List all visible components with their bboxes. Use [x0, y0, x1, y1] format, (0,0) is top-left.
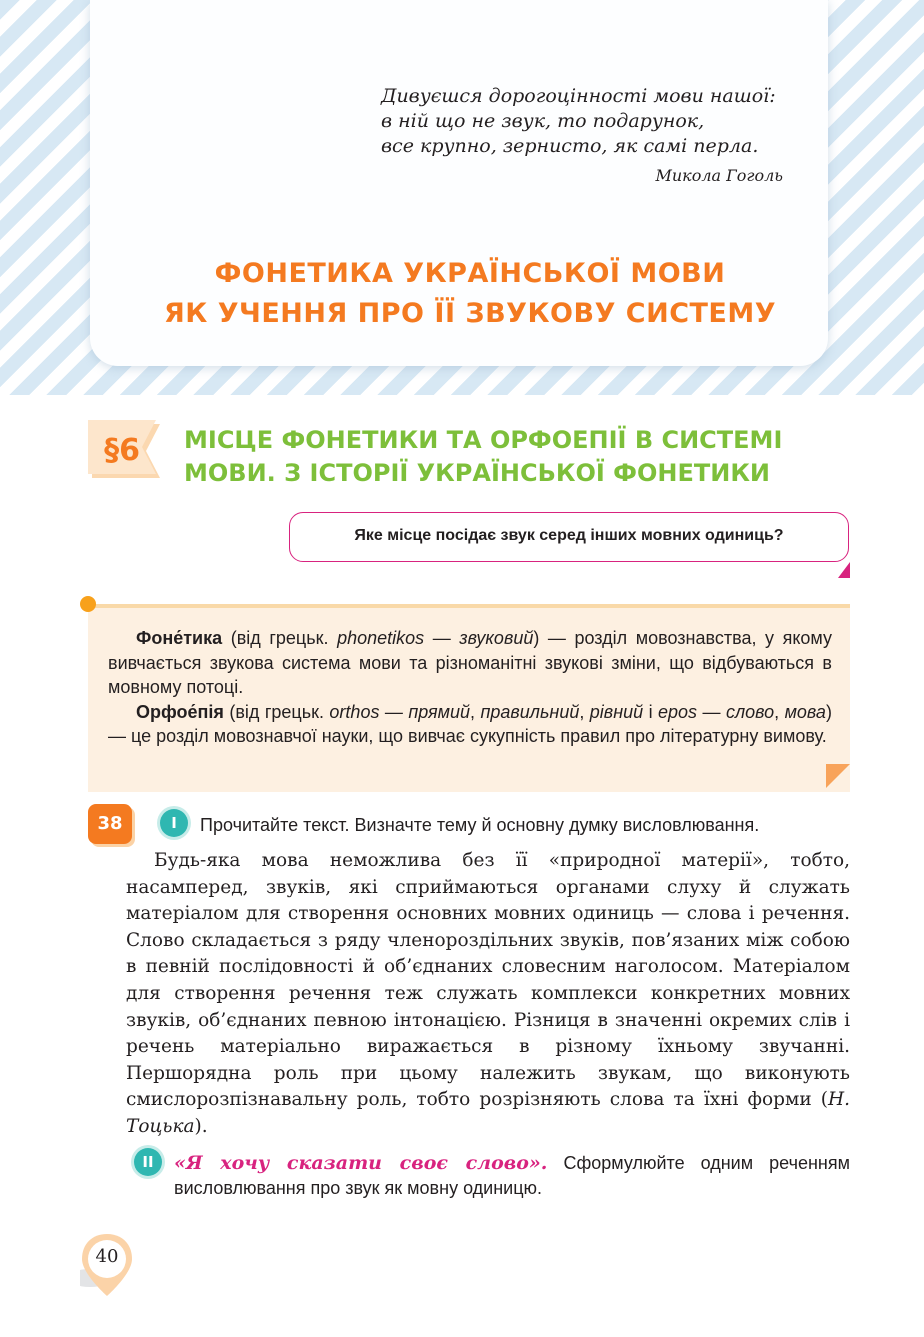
definition-text: —: [424, 628, 460, 648]
definition-text: (від грецьк.: [223, 701, 330, 722]
exercise-number-badge: [88, 804, 132, 844]
definition-text: —: [697, 701, 726, 722]
section-title: [184, 424, 844, 490]
page-number-badge: [80, 1232, 134, 1286]
key-question: Яке місце посідає звук серед інших мовних одиниць?: [354, 527, 784, 544]
section-number: §6: [104, 433, 140, 468]
epigraph-line: все крупно, зернисто, як самі перла.: [381, 135, 759, 157]
greek-source: orthos: [329, 701, 380, 722]
definition-text: ,: [470, 701, 481, 722]
task-two-text: Сформулюйте одним реченням висловлювання про звук як мовну одиницю.: [174, 1153, 850, 1198]
exercise-paragraph: [126, 848, 850, 1141]
page-number: 40: [95, 1246, 119, 1267]
exercise-body-end: ).: [194, 1115, 208, 1137]
greek-meaning: звуковий: [459, 628, 534, 648]
task-one-marker-icon: [160, 809, 188, 837]
definition-text: і: [643, 701, 659, 722]
greek-meaning: правильний: [480, 701, 580, 722]
definition-text: ) — розділ мовознавства, у якому вивчається звукова система мови та різноманітні звукові зміни, що відбуваються в мовному потоці.: [108, 628, 832, 697]
task-one-instruction: Прочитайте текст. Визначте тему й основну думку висловлювання.: [200, 815, 760, 835]
definition-text: ,: [774, 701, 785, 722]
epigraph-line: в ній що не звук, то подарунок,: [381, 110, 705, 132]
term-orthoepy: Орфое́пія: [136, 701, 224, 722]
task-two-heading: «Я хочу сказати своє слово».: [174, 1152, 548, 1174]
exercise-number: 38: [97, 813, 123, 834]
section-title-line: МІСЦЕ ФОНЕТИКИ ТА ОРФОЕПІЇ В СИСТЕМІ: [184, 426, 783, 454]
task-one-marker: I: [171, 814, 177, 832]
definition-text: ) — це розділ мовознавчої науки, що вивчає сукупність правил про літературну вимову.: [108, 701, 832, 746]
greek-meaning: прямий: [408, 701, 471, 722]
definitions-dot-icon: [80, 596, 96, 612]
chapter-title-line: ФОНЕТИКА УКРАЇНСЬКОЇ МОВИ: [214, 258, 726, 289]
task-two-marker: II: [142, 1153, 154, 1171]
definition-text: —: [379, 701, 409, 722]
exercise-body: Будь-яка мова неможлива без її «природної матерії», тобто, насамперед, звуків, які сприймаються органами слуху й служать матеріалом для створення основних мовних одиниць — слова і речення. Слово складається з ряду членороздільних звуків, пов’язаних між собою в певній послідовності й об’єднаних словесним наголосом. Матеріалом для створення речення теж служать комплекси конкретних мовних звуків, об’єднаних певною інтонацією. Різниця в значенні окремих слів і речень матеріально виражається в різному їхньому звучанні. Першорядна роль при цьому належить звукам, що виконують смислорозпізнавальну роль, тобто розрізняють слова та їхні форми (: [126, 850, 850, 1111]
definition-orthoepy: [108, 700, 832, 749]
epigraph-author: Микола Гоголь: [655, 166, 783, 185]
greek-source: epos: [658, 701, 698, 722]
epigraph-line: Дивуєшся дорогоцінності мови нашої:: [381, 85, 776, 107]
page-marker-icon: [80, 1232, 134, 1302]
definitions-text: [108, 626, 832, 749]
greek-meaning: рівний: [589, 701, 644, 722]
exercise-text: [126, 848, 850, 1141]
question-box-corner: [838, 562, 850, 578]
greek-meaning: мова: [784, 701, 826, 722]
term-phonetics: Фоне́тика: [136, 628, 223, 648]
greek-meaning: слово: [725, 701, 775, 722]
definition-text: ,: [579, 701, 590, 722]
epigraph-quote: [381, 84, 801, 159]
key-question-box: [289, 512, 849, 562]
chapter-title-line: ЯК УЧЕННЯ ПРО ЇЇ ЗВУКОВУ СИСТЕМУ: [163, 298, 777, 329]
definition-text: (від грецьк.: [222, 628, 338, 648]
greek-source: phonetikos: [337, 628, 425, 648]
section-title-line: МОВИ. З ІСТОРІЇ УКРАЇНСЬКОЇ ФОНЕТИКИ: [184, 459, 771, 487]
task-two-marker-icon: [134, 1148, 162, 1176]
section-number-badge: [86, 420, 166, 482]
task-two-instruction: [174, 1151, 850, 1201]
chapter-title: [100, 254, 840, 334]
definition-phonetics: [108, 626, 832, 700]
text-author: Н. Тоцька: [126, 1089, 850, 1137]
